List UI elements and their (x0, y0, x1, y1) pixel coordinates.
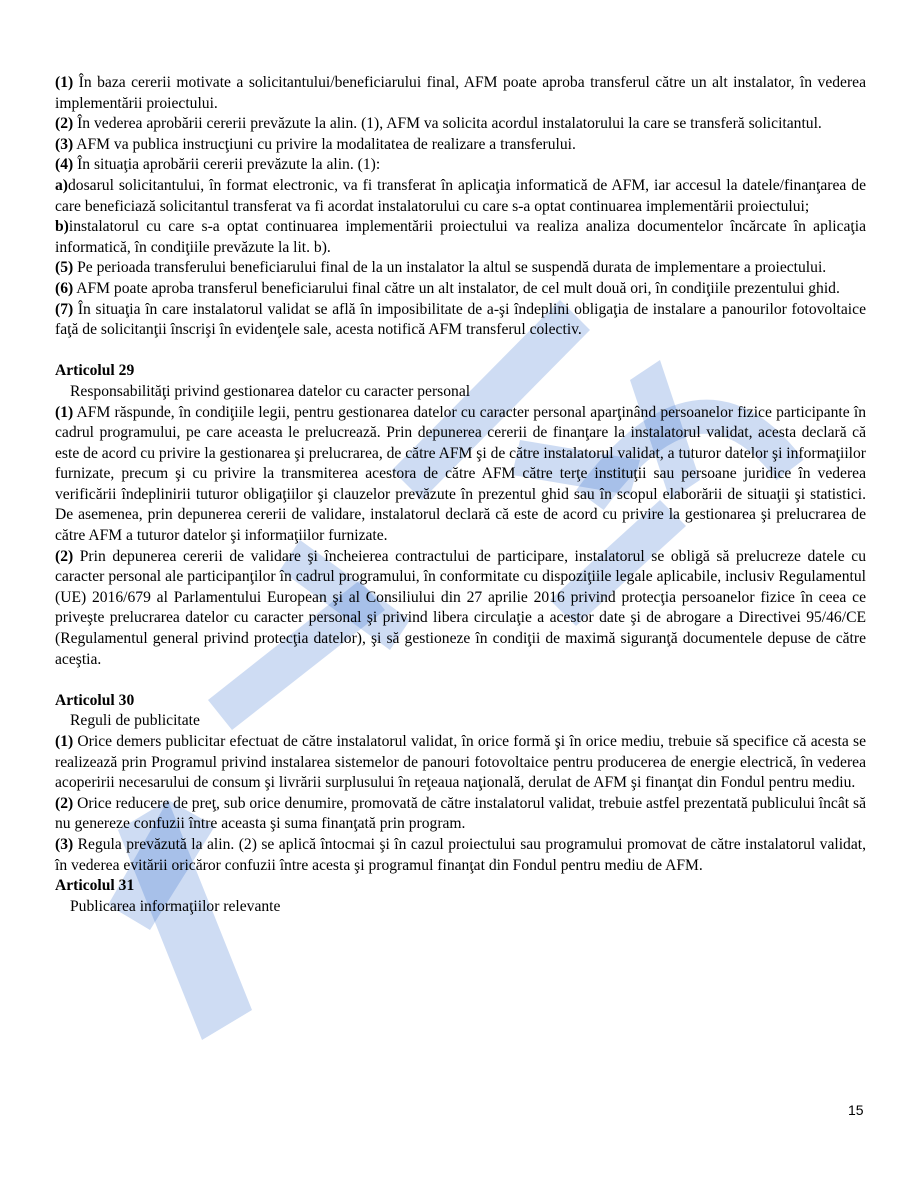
paragraph: (2) Prin depunerea cererii de validare şi încheierea contractului de participare, instalatorul se obligă să prelucreze datele cu caracter personal ale participanţilor în cadrul programului, în conformitate cu dispoziţiile legale aplicabile, inclusiv Regulamentul (UE) 2016/679 al Parlamentului European şi al Consiliului din 27 aprilie 2016 privind protecţia persoanelor fizice în ceea ce priveşte prelucrarea datelor cu caracter personal şi privind libera circulaţie a acestor date şi de abrogare a Directivei 95/46/CE (Regulamentul general privind protecţia datelor), şi să gestioneze în condiţii de maximă siguranţă documentele depuse de către aceştia. (55, 547, 866, 668)
article-29-title: Articolul 29 (55, 362, 135, 380)
document-body (55, 73, 866, 917)
paragraph: (6) AFM poate aproba transferul beneficiarului final către un alt instalator, de cel mult două ori, în condiţiile prezentului ghid. (55, 279, 840, 297)
paragraph: a)dosarul solicitantului, în format electronic, va fi transferat în aplicaţia informatică de AFM, iar accesul la datele/finanţarea de care beneficiază solicitantul transferat va fi acordat instalatorului cu care s-a optat continuarea implementării proiectului; (55, 176, 866, 215)
paragraph: (1) În baza cererii motivate a solicitantului/beneficiarului final, AFM poate aproba transferul către un alt instalator, în vederea implementării proiectului. (55, 74, 866, 112)
article-30-title: Articolul 30 (55, 691, 135, 709)
paragraph: b)instalatorul cu care s-a optat continuarea implementării proiectului va realiza analiza documentelor încărcate în aplicaţia informatică, în condiţiile prevăzute la lit. b). (55, 218, 866, 256)
paragraph: (4) În situaţia aprobării cererii prevăzute la alin. (1): (55, 156, 381, 174)
article-31-subtitle: Publicarea informaţiilor relevante (70, 897, 281, 915)
article-31-title: Articolul 31 (55, 877, 135, 895)
paragraph: (3) Regula prevăzută la alin. (2) se aplică întocmai şi în cazul proiectului sau programului promovat de către instalatorul validat, în vederea evitării oricăror confuzii între acesta şi programul finanţat din Fondul pentru mediu de AFM. (55, 835, 866, 874)
paragraph: (5) Pe perioada transferului beneficiarului final de la un instalator la altul se suspendă durata de implementare a proiectului. (55, 259, 827, 277)
paragraph: (1) AFM răspunde, în condiţiile legii, pentru gestionarea datelor cu caracter personal aparţinând persoanelor fizice participante în cadrul programului, pe care aceasta le prelucrează. Prin depunerea cererii de finanţare la instalatorul validat, acesta declară că este de acord cu privire la gestionarea şi prelucrarea, de către AFM şi de către instalatorul validat, a tuturor datelor şi informaţiilor furnizate, precum şi cu privire la transmiterea acestora de către AFM către terţe instituţii sau persoane juridice în vederea verificării îndeplinirii tuturor obligaţiilor şi clauzelor prevăzute în prezentul ghid sau în scopul elaborării de situaţii şi statistici. De asemenea, prin depunerea cererii de validare, instalatorul declară că este de acord cu privire la gestionarea şi prelucrarea de către AFM a tuturor datelor şi informaţiilor furnizate. (55, 403, 866, 545)
paragraph: (7) În situaţia în care instalatorul validat se află în imposibilitate de a-şi îndeplini obligaţia de instalare a panourilor fotovoltaice faţă de solicitanţii înscrişi în evidenţele sale, acesta notifică AFM transferul colectiv. (55, 300, 866, 339)
paragraph: (3) AFM va publica instrucţiuni cu privire la modalitatea de realizare a transferului. (55, 135, 576, 153)
page-number: 15 (848, 1102, 864, 1118)
paragraph: (2) Orice reducere de preţ, sub orice denumire, promovată de către instalatorul validat, trebuie astfel prezentată publicului încât să nu genereze confuzii între aceasta şi suma finanţată prin program. (55, 794, 866, 833)
article-30-subtitle: Reguli de publicitate (70, 712, 200, 730)
article-29-subtitle: Responsabilităţi privind gestionarea datelor cu caracter personal (70, 382, 471, 400)
paragraph: (2) În vederea aprobării cererii prevăzute la alin. (1), AFM va solicita acordul instalatorului la care se transferă solicitantul. (55, 115, 822, 133)
paragraph: (1) Orice demers publicitar efectuat de către instalatorul validat, în orice formă şi în orice mediu, trebuie să specifice că acesta se realizează prin Programul privind instalarea sistemelor de panouri fotovoltaice pentru producerea de energie electrică, în vederea acoperirii necesarului de consum şi livrării surplusului în reţeaua naţională, derulat de AFM şi finanţat din Fondul pentru mediu. (55, 733, 866, 792)
